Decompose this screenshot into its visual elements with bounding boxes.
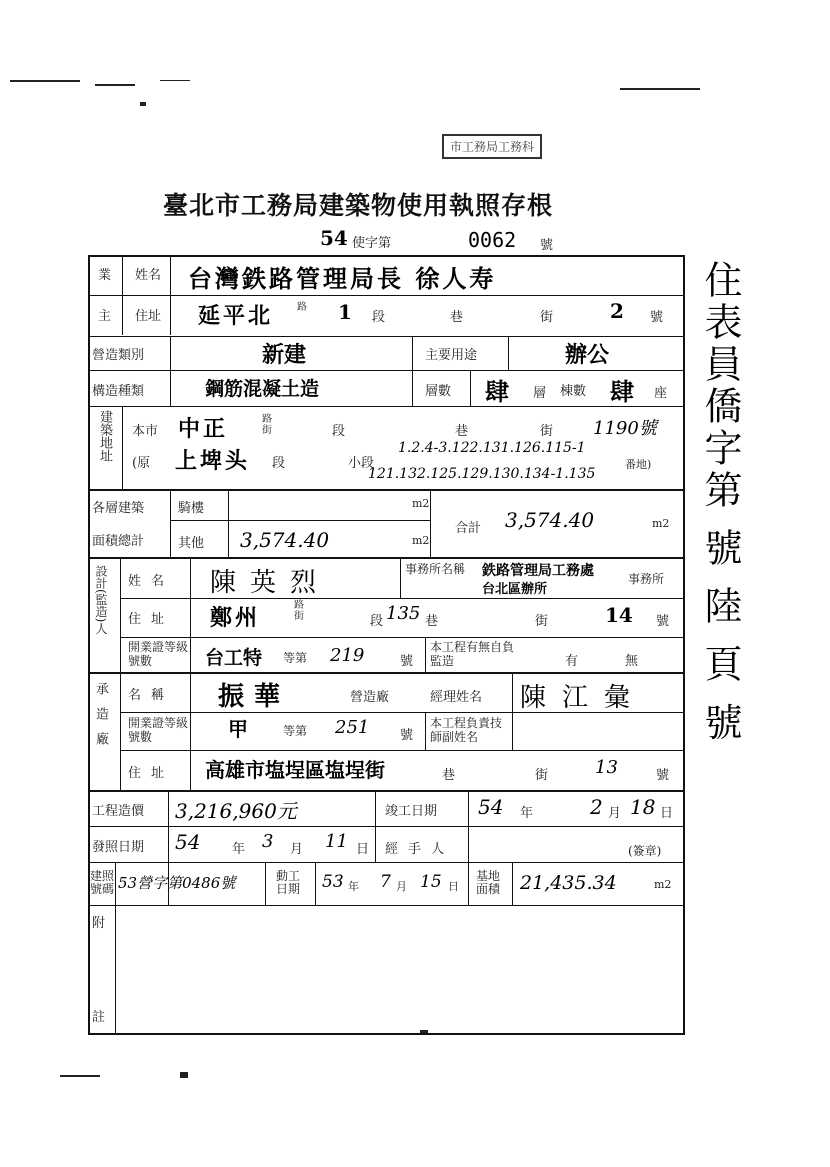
complete-month: 2 bbox=[590, 795, 603, 819]
issue-year-unit: 年 bbox=[232, 842, 246, 857]
contractor-address-value: 高雄市塩埕區塩埕街 bbox=[205, 758, 385, 782]
designer-name-label: 姓名 bbox=[128, 574, 175, 589]
building-type-value: 新建 bbox=[262, 342, 307, 368]
self-supervise-label: 本工程有無自負監造 bbox=[430, 640, 515, 668]
issue-month-unit: 月 bbox=[290, 842, 304, 857]
owner-name-label: 姓名 bbox=[135, 268, 162, 283]
notes-label-bottom: 註 bbox=[92, 1010, 106, 1025]
complete-year: 54 bbox=[478, 795, 504, 819]
permit-number: 0062 bbox=[468, 228, 517, 252]
permit-number-field-value: 53營字第0486號 bbox=[118, 874, 236, 892]
site-number-value: 1190號 bbox=[593, 418, 657, 439]
total-area-value: 3,574.40 bbox=[505, 508, 595, 532]
building-use-value: 辦公 bbox=[565, 342, 610, 368]
land-area-label: 基地面積 bbox=[476, 869, 501, 896]
contractor-number-value: 13 bbox=[595, 757, 618, 778]
building-count-unit: 座 bbox=[654, 386, 668, 401]
designer-road-label: 路街 bbox=[294, 600, 304, 622]
owner-section-text: 段 bbox=[372, 310, 386, 325]
contractor-lane-text: 巷 bbox=[442, 768, 456, 783]
cost-label: 工程造價 bbox=[92, 804, 145, 819]
owner-number-text: 號 bbox=[650, 310, 664, 325]
area-label-top: 各層建築 bbox=[92, 501, 145, 516]
designer-license-number: 219 bbox=[330, 645, 365, 666]
cost-value: 3,216,960元 bbox=[175, 799, 297, 823]
designer-section-label: 設計(監造)人 bbox=[94, 565, 108, 635]
owner-section-label-1: 業 bbox=[98, 268, 112, 283]
other-area-unit: m2 bbox=[412, 534, 430, 547]
issue-month: 3 bbox=[262, 831, 274, 852]
page-title: 臺北市工務局建築物使用執照存根 bbox=[163, 191, 554, 220]
designer-name-value: 陳英烈 bbox=[210, 568, 331, 598]
start-year-unit: 年 bbox=[348, 880, 359, 893]
site-lane-text: 巷 bbox=[455, 424, 469, 439]
designer-street-text: 街 bbox=[535, 614, 549, 629]
land-area-unit: m2 bbox=[654, 878, 672, 891]
designer-number-text: 號 bbox=[656, 614, 670, 629]
permit-year: 54 bbox=[320, 226, 348, 250]
contractor-manager-value: 陳江彙 bbox=[520, 683, 647, 713]
designer-office-value-1: 鉄路管理局工務處 bbox=[482, 563, 594, 579]
self-supervise-none: 無 bbox=[625, 654, 639, 669]
arcade-unit: m2 bbox=[412, 497, 430, 510]
start-month: 7 bbox=[380, 872, 391, 892]
site-lot-suffix: 番地) bbox=[625, 458, 652, 471]
floors-unit: 層 bbox=[533, 386, 547, 401]
structure-type-label: 構造種類 bbox=[92, 384, 145, 399]
contractor-manager-label: 經理姓名 bbox=[430, 690, 483, 705]
floors-value: 肆 bbox=[485, 377, 509, 406]
designer-address-value: 鄭州 bbox=[210, 605, 261, 631]
owner-road-label: 路 bbox=[297, 302, 307, 313]
start-year: 53 bbox=[322, 872, 344, 892]
total-area-label: 合計 bbox=[455, 521, 482, 536]
site-orig-district: 上埤头 bbox=[175, 448, 251, 474]
designer-license-value: 台工特 bbox=[205, 647, 263, 669]
land-area-value: 21,435.34 bbox=[520, 872, 617, 894]
complete-month-unit: 月 bbox=[608, 806, 622, 821]
owner-road-number: 1 bbox=[338, 300, 352, 324]
site-street-text: 街 bbox=[540, 424, 554, 439]
contractor-section-label: 承造廠 bbox=[93, 682, 108, 757]
self-supervise-have: 有 bbox=[565, 654, 579, 669]
designer-license-label: 開業證等級號數 bbox=[128, 640, 189, 668]
issue-day: 11 bbox=[325, 831, 348, 852]
building-count-label: 棟數 bbox=[560, 384, 587, 399]
owner-address-label: 住址 bbox=[135, 309, 162, 324]
arcade-label: 騎樓 bbox=[178, 501, 205, 516]
complete-label: 竣工日期 bbox=[385, 804, 438, 819]
start-month-unit: 月 bbox=[396, 880, 407, 893]
designer-section-text: 段 bbox=[370, 614, 384, 629]
site-section-text: 段 bbox=[332, 424, 346, 439]
contractor-license-grade-value: 甲 bbox=[228, 717, 248, 741]
permit-number-field-label: 建照號碼 bbox=[90, 869, 115, 896]
contractor-name-label: 名稱 bbox=[128, 688, 175, 703]
site-road-label: 路街 bbox=[262, 414, 272, 436]
contractor-street-text: 街 bbox=[535, 768, 549, 783]
owner-street-text: 街 bbox=[540, 310, 554, 325]
owner-name-value: 台灣鉄路管理局長 徐人寿 bbox=[188, 264, 497, 293]
structure-type-value: 鋼筋混凝土造 bbox=[205, 378, 320, 400]
building-use-label: 主要用途 bbox=[425, 348, 478, 363]
area-label-bottom: 面積總計 bbox=[92, 534, 145, 549]
issue-year: 54 bbox=[175, 830, 201, 854]
site-orig-label: (原 bbox=[132, 456, 151, 471]
owner-section-label-2: 主 bbox=[98, 309, 112, 324]
site-city-label: 本市 bbox=[132, 424, 159, 439]
designer-office-suffix: 事務所 bbox=[628, 572, 665, 586]
site-lot-line-1: 1.2.4-3.122.131.126.115-1 bbox=[398, 440, 586, 456]
issue-day-unit: 日 bbox=[356, 842, 370, 857]
complete-year-unit: 年 bbox=[520, 806, 534, 821]
contractor-license-number: 251 bbox=[335, 717, 370, 738]
floors-label: 層數 bbox=[425, 384, 452, 399]
designer-lane-text: 巷 bbox=[425, 614, 439, 629]
start-date-label: 動工日期 bbox=[276, 869, 301, 896]
designer-lane-value: 135 bbox=[386, 603, 421, 624]
designer-license-grade: 等第 bbox=[283, 651, 308, 665]
site-subsection-label: 小段 bbox=[348, 456, 375, 471]
owner-address-value: 延平北 bbox=[198, 303, 274, 329]
contractor-number-text: 號 bbox=[656, 768, 670, 783]
contractor-license-suffix: 號 bbox=[400, 728, 414, 743]
start-day-unit: 日 bbox=[448, 880, 459, 893]
contractor-firm-label: 營造廠 bbox=[350, 690, 390, 705]
contractor-tech-label: 本工程負責技師副姓名 bbox=[430, 716, 503, 744]
contractor-license-grade: 等第 bbox=[283, 724, 308, 738]
designer-number-value: 14 bbox=[605, 603, 633, 627]
owner-lane-text: 巷 bbox=[450, 310, 464, 325]
issue-date-label: 發照日期 bbox=[92, 840, 145, 855]
seal-label: (簽章) bbox=[628, 844, 662, 858]
handler-label: 經手人 bbox=[385, 842, 455, 857]
designer-office-label: 事務所名稱 bbox=[405, 562, 466, 576]
site-section-label: 建築地址 bbox=[97, 410, 112, 462]
permit-number-suffix: 號 bbox=[540, 238, 554, 253]
building-type-label: 營造類別 bbox=[92, 348, 145, 363]
designer-license-suffix: 號 bbox=[400, 654, 414, 669]
permit-number-label: 使字第 bbox=[352, 236, 392, 251]
total-area-unit: m2 bbox=[652, 517, 670, 530]
side-annotation: 住表員僑字第 號 陸 頁 號 bbox=[698, 260, 742, 745]
designer-office-value-2: 台北區辦所 bbox=[482, 582, 548, 597]
designer-address-label: 住址 bbox=[128, 612, 175, 627]
approval-stamp: 市工務局工務科 bbox=[442, 134, 542, 159]
notes-label-top: 附 bbox=[92, 916, 106, 931]
contractor-address-label: 住址 bbox=[128, 766, 175, 781]
complete-day: 18 bbox=[630, 795, 656, 819]
other-area-value: 3,574.40 bbox=[240, 528, 330, 552]
owner-number-value: 2 bbox=[610, 299, 624, 323]
site-lot-line-2: 121.132.125.129.130.134-1.135 bbox=[368, 466, 596, 482]
building-count-value: 肆 bbox=[610, 377, 634, 406]
complete-day-unit: 日 bbox=[660, 806, 674, 821]
start-day: 15 bbox=[420, 872, 442, 892]
site-district-value: 中正 bbox=[178, 416, 229, 442]
contractor-license-label: 開業證等級號數 bbox=[128, 716, 189, 744]
contractor-name-value: 振華 bbox=[218, 682, 291, 712]
site-orig-section: 段 bbox=[272, 456, 286, 471]
other-area-label: 其他 bbox=[178, 536, 205, 551]
